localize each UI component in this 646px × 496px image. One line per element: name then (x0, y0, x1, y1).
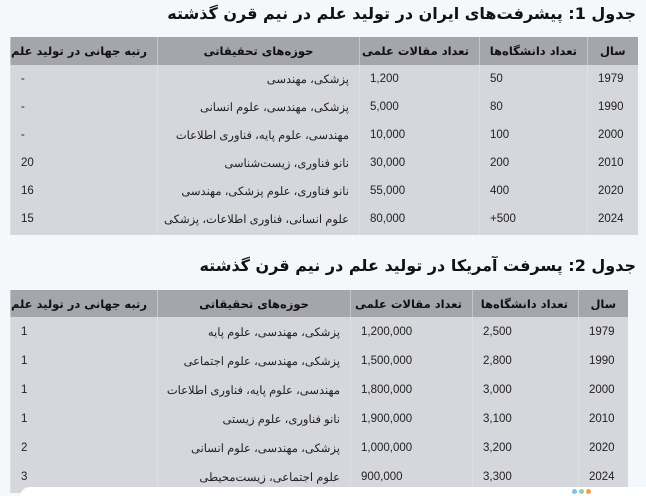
cell-rank: 3 (11, 462, 158, 493)
cell-rank: 2 (11, 433, 158, 462)
cell-rank: 15 (11, 205, 158, 235)
cell-universities: 3,000 (473, 375, 579, 404)
cell-fields: پزشکی، مهندسی، علوم انسانی (158, 93, 360, 121)
cell-rank: 20 (11, 149, 158, 177)
cell-rank: 1 (11, 346, 158, 375)
table-row (11, 93, 638, 121)
cell-rank: 1 (11, 375, 158, 404)
header-fields: حوزه‌های تحقیقاتی (158, 290, 351, 317)
cell-year: 1979 (579, 317, 628, 346)
cell-articles: 30,000 (360, 149, 480, 177)
cell-fields: پزشکی، مهندسی، علوم اجتماعی (158, 346, 351, 375)
cell-universities: 3,300 (473, 462, 579, 493)
cell-year: 2010 (579, 404, 628, 433)
cell-year: 2020 (579, 433, 628, 462)
cell-fields: پزشکی، مهندسی، علوم پایه (158, 317, 351, 346)
header-rank: رتبه جهانی در تولید علم (11, 290, 158, 317)
cell-articles: 55,000 (360, 177, 480, 205)
cell-universities: 50 (480, 65, 588, 93)
header-articles: تعداد مقالات علمی (351, 290, 473, 317)
header-rank: رتبه جهانی در تولید علم (11, 37, 158, 65)
header-universities: تعداد دانشگاه‌ها (473, 290, 579, 317)
cell-articles: 1,000,000 (351, 433, 473, 462)
logo-dot (572, 489, 577, 494)
cell-fields: مهندسی، علوم پایه، فناوری اطلاعات (158, 121, 360, 149)
cell-articles: 900,000 (351, 462, 473, 493)
cell-rank: - (11, 65, 158, 93)
cell-universities: 100 (480, 121, 588, 149)
cell-fields: پزشکی، مهندسی (158, 65, 360, 93)
header-year: سال (588, 37, 638, 65)
table-row (11, 317, 628, 346)
cell-articles: 1,500,000 (351, 346, 473, 375)
table-row (11, 177, 638, 205)
cell-universities: 200 (480, 149, 588, 177)
table-row (11, 149, 638, 177)
cell-rank: 1 (11, 317, 158, 346)
cell-year: 2024 (588, 205, 638, 235)
cell-year: 1979 (588, 65, 638, 93)
cell-rank: 1 (11, 404, 158, 433)
cell-year: 2000 (579, 375, 628, 404)
cell-year: 2024 (579, 462, 628, 493)
site-logo-icon (572, 489, 591, 494)
cell-year: 1990 (588, 93, 638, 121)
usa-science-table (10, 290, 628, 493)
logo-dot (579, 489, 584, 494)
cell-year: 1990 (579, 346, 628, 375)
cell-articles: 1,200 (360, 65, 480, 93)
cell-articles: 10,000 (360, 121, 480, 149)
bottom-overlay-card (20, 487, 646, 496)
cell-fields: علوم اجتماعی، زیست‌محیطی (158, 462, 351, 493)
cell-year: 2000 (588, 121, 638, 149)
cell-year: 2020 (588, 177, 638, 205)
table-row (11, 205, 638, 235)
table2-title: جدول 2: پسرفت آمریکا در تولید علم در نیم قرن گذشته (199, 256, 636, 275)
cell-universities: 3,200 (473, 433, 579, 462)
table-row (11, 375, 628, 404)
cell-articles: 1,200,000 (351, 317, 473, 346)
logo-dot (586, 489, 591, 494)
header-fields: حوزه‌های تحقیقاتی (158, 37, 360, 65)
cell-universities: 2,500 (473, 317, 579, 346)
cell-fields: علوم انسانی، فناوری اطلاعات، پزشکی (158, 205, 360, 235)
cell-universities: 80 (480, 93, 588, 121)
cell-fields: نانو فناوری، علوم زیستی (158, 404, 351, 433)
cell-articles: 1,800,000 (351, 375, 473, 404)
cell-fields: مهندسی، علوم پایه، فناوری اطلاعات (158, 375, 351, 404)
cell-articles: 1,900,000 (351, 404, 473, 433)
cell-rank: - (11, 121, 158, 149)
table-row (11, 404, 628, 433)
cell-universities: 500+ (480, 205, 588, 235)
table-row (11, 121, 638, 149)
cell-fields: نانو فناوری، علوم پزشکی، مهندسی (158, 177, 360, 205)
table-row (11, 346, 628, 375)
cell-articles: 80,000 (360, 205, 480, 235)
table-row (11, 433, 628, 462)
cell-fields: نانو فناوری، زیست‌شناسی (158, 149, 360, 177)
cell-articles: 5,000 (360, 93, 480, 121)
cell-universities: 3,100 (473, 404, 579, 433)
header-year: سال (579, 290, 628, 317)
cell-rank: 16 (11, 177, 158, 205)
table-header-row (11, 290, 628, 317)
cell-universities: 400 (480, 177, 588, 205)
cell-fields: پزشکی، مهندسی، علوم انسانی (158, 433, 351, 462)
cell-universities: 2,800 (473, 346, 579, 375)
table1-title: جدول 1: پیشرفت‌های ایران در تولید علم در نیم قرن گذشته (167, 4, 636, 23)
cell-rank: - (11, 93, 158, 121)
iran-science-table (10, 37, 638, 235)
header-universities: تعداد دانشگاه‌ها (480, 37, 588, 65)
table-header-row (11, 37, 638, 65)
header-articles: تعداد مقالات علمی (360, 37, 480, 65)
cell-year: 2010 (588, 149, 638, 177)
table-row (11, 65, 638, 93)
